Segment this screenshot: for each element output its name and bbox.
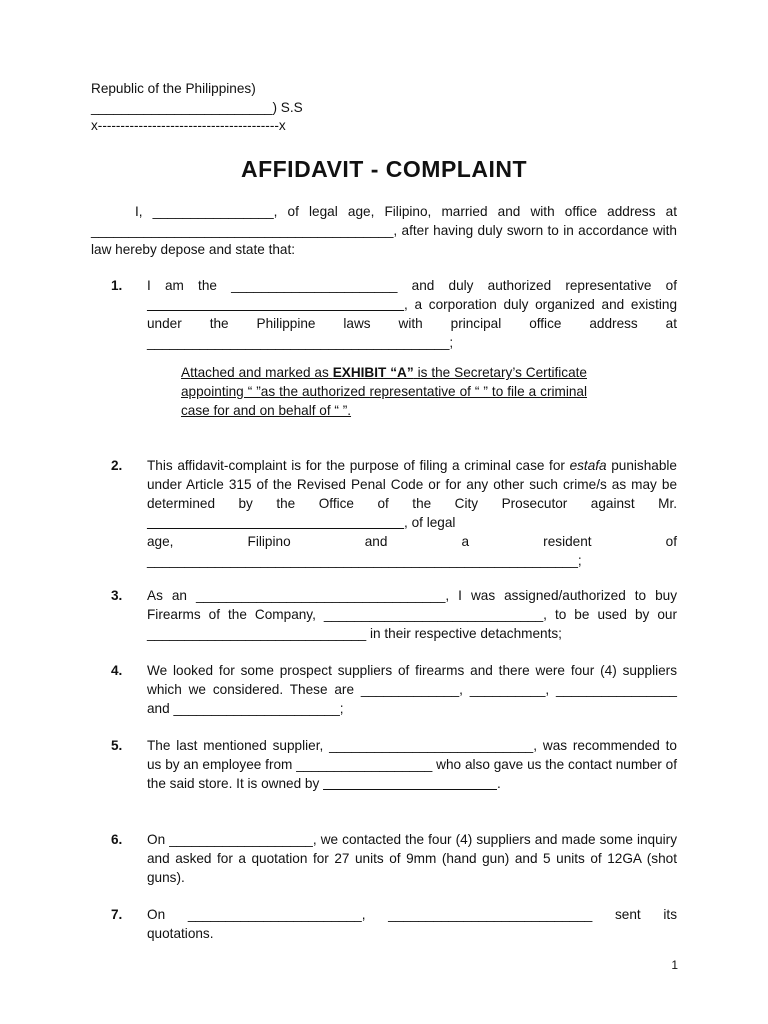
paragraph-1-line1: I am the ______________________ and duly authorized representative of [147, 278, 677, 293]
paragraph-5-text: The last mentioned supplier, ___________________________, was recommended to us by an employee from __________________ who also gave us the contact number of the said store. It is owned by [147, 738, 677, 791]
venue-header [91, 80, 303, 136]
venue-line-ss: ________________________) S.S [91, 99, 303, 115]
paragraph-2 [91, 456, 677, 570]
owner-name-blank: _______________________ [323, 776, 497, 791]
paragraph-7-line1: On _______________________, ___________________________ sent its [147, 907, 677, 922]
paragraph-number: 2. [111, 458, 123, 473]
paragraph-number: 1. [111, 278, 123, 293]
paragraph-number: 4. [111, 663, 123, 678]
intro-text: I, ________________, of legal age, Filipino, married and with office address at ________________________________________, after having duly sworn to in accordance with law hereby depose and state that: [91, 204, 677, 257]
paragraph-5-end: . [496, 776, 501, 791]
corporation-name-blank: __________________________________ [147, 297, 405, 312]
paragraph-7 [91, 905, 677, 943]
paragraph-2-text-a: This affidavit-complaint is for the purpose of filing a criminal case for [147, 458, 570, 473]
paragraph-number: 5. [111, 738, 123, 753]
document-title: AFFIDAVIT - COMPLAINT [240, 156, 528, 182]
paragraph-4 [91, 661, 677, 718]
venue-line-republic: Republic of the Philippines) [91, 81, 256, 96]
paragraph-2-text-e: , of legal [404, 515, 456, 530]
paragraph-2-residence-line: age, Filipino and a resident of [147, 534, 677, 549]
paragraph-7-line2: quotations. [147, 926, 214, 941]
paragraph-number: 6. [111, 832, 123, 847]
paragraph-2-text-c: punishable under Article 315 of the Revised Penal Code or for any other such crime/s as may be determined by the Office of the City Prosecutor against Mr. [147, 458, 677, 511]
paragraph-6 [91, 830, 677, 887]
exhibit-text-a: Attached and marked as [181, 365, 333, 380]
page-number: 1 [671, 958, 678, 972]
estafa-term: estafa [569, 458, 607, 473]
paragraph-5 [91, 736, 677, 793]
paragraph-2-address-blank: _________________________________________________________; [147, 553, 582, 568]
respondent-name-blank: __________________________________ [147, 515, 405, 530]
paragraph-6-text: On ___________________, we contacted the four (4) suppliers and made some inquiry and asked for a quotation for 27 units of 9mm (hand gun) and 5 units of 12GA (shot guns). [147, 832, 677, 885]
paragraph-3-text: As an _________________________________, I was assigned/authorized to buy Firearms of the Company, _____________________________, to be used by our _____________________________ in their respective detachments; [147, 588, 677, 641]
venue-line-separator: x----------------------------------------x [91, 118, 286, 133]
intro-paragraph [91, 202, 677, 259]
exhibit-text-c: is the Secretary’s Certificate appointing “ ”as the authorized representative of “ ” to file a criminal case for and on behalf of “ ”. [181, 365, 587, 418]
paragraph-number: 7. [111, 907, 123, 922]
paragraph-3 [91, 586, 677, 643]
exhibit-note [181, 363, 587, 420]
exhibit-label: EXHIBIT “A” [332, 365, 414, 380]
paragraph-4-text: We looked for some prospect suppliers of firearms and there were four (4) suppliers which we considered. These are _____________, __________, ________________ and ______________________; [147, 663, 677, 716]
paragraph-number: 3. [111, 588, 123, 603]
paragraph-1 [91, 276, 677, 352]
paragraph-1-text: , a corporation duly organized and existing under the Philippine laws with principal office address at ________________________________________; [147, 297, 677, 350]
